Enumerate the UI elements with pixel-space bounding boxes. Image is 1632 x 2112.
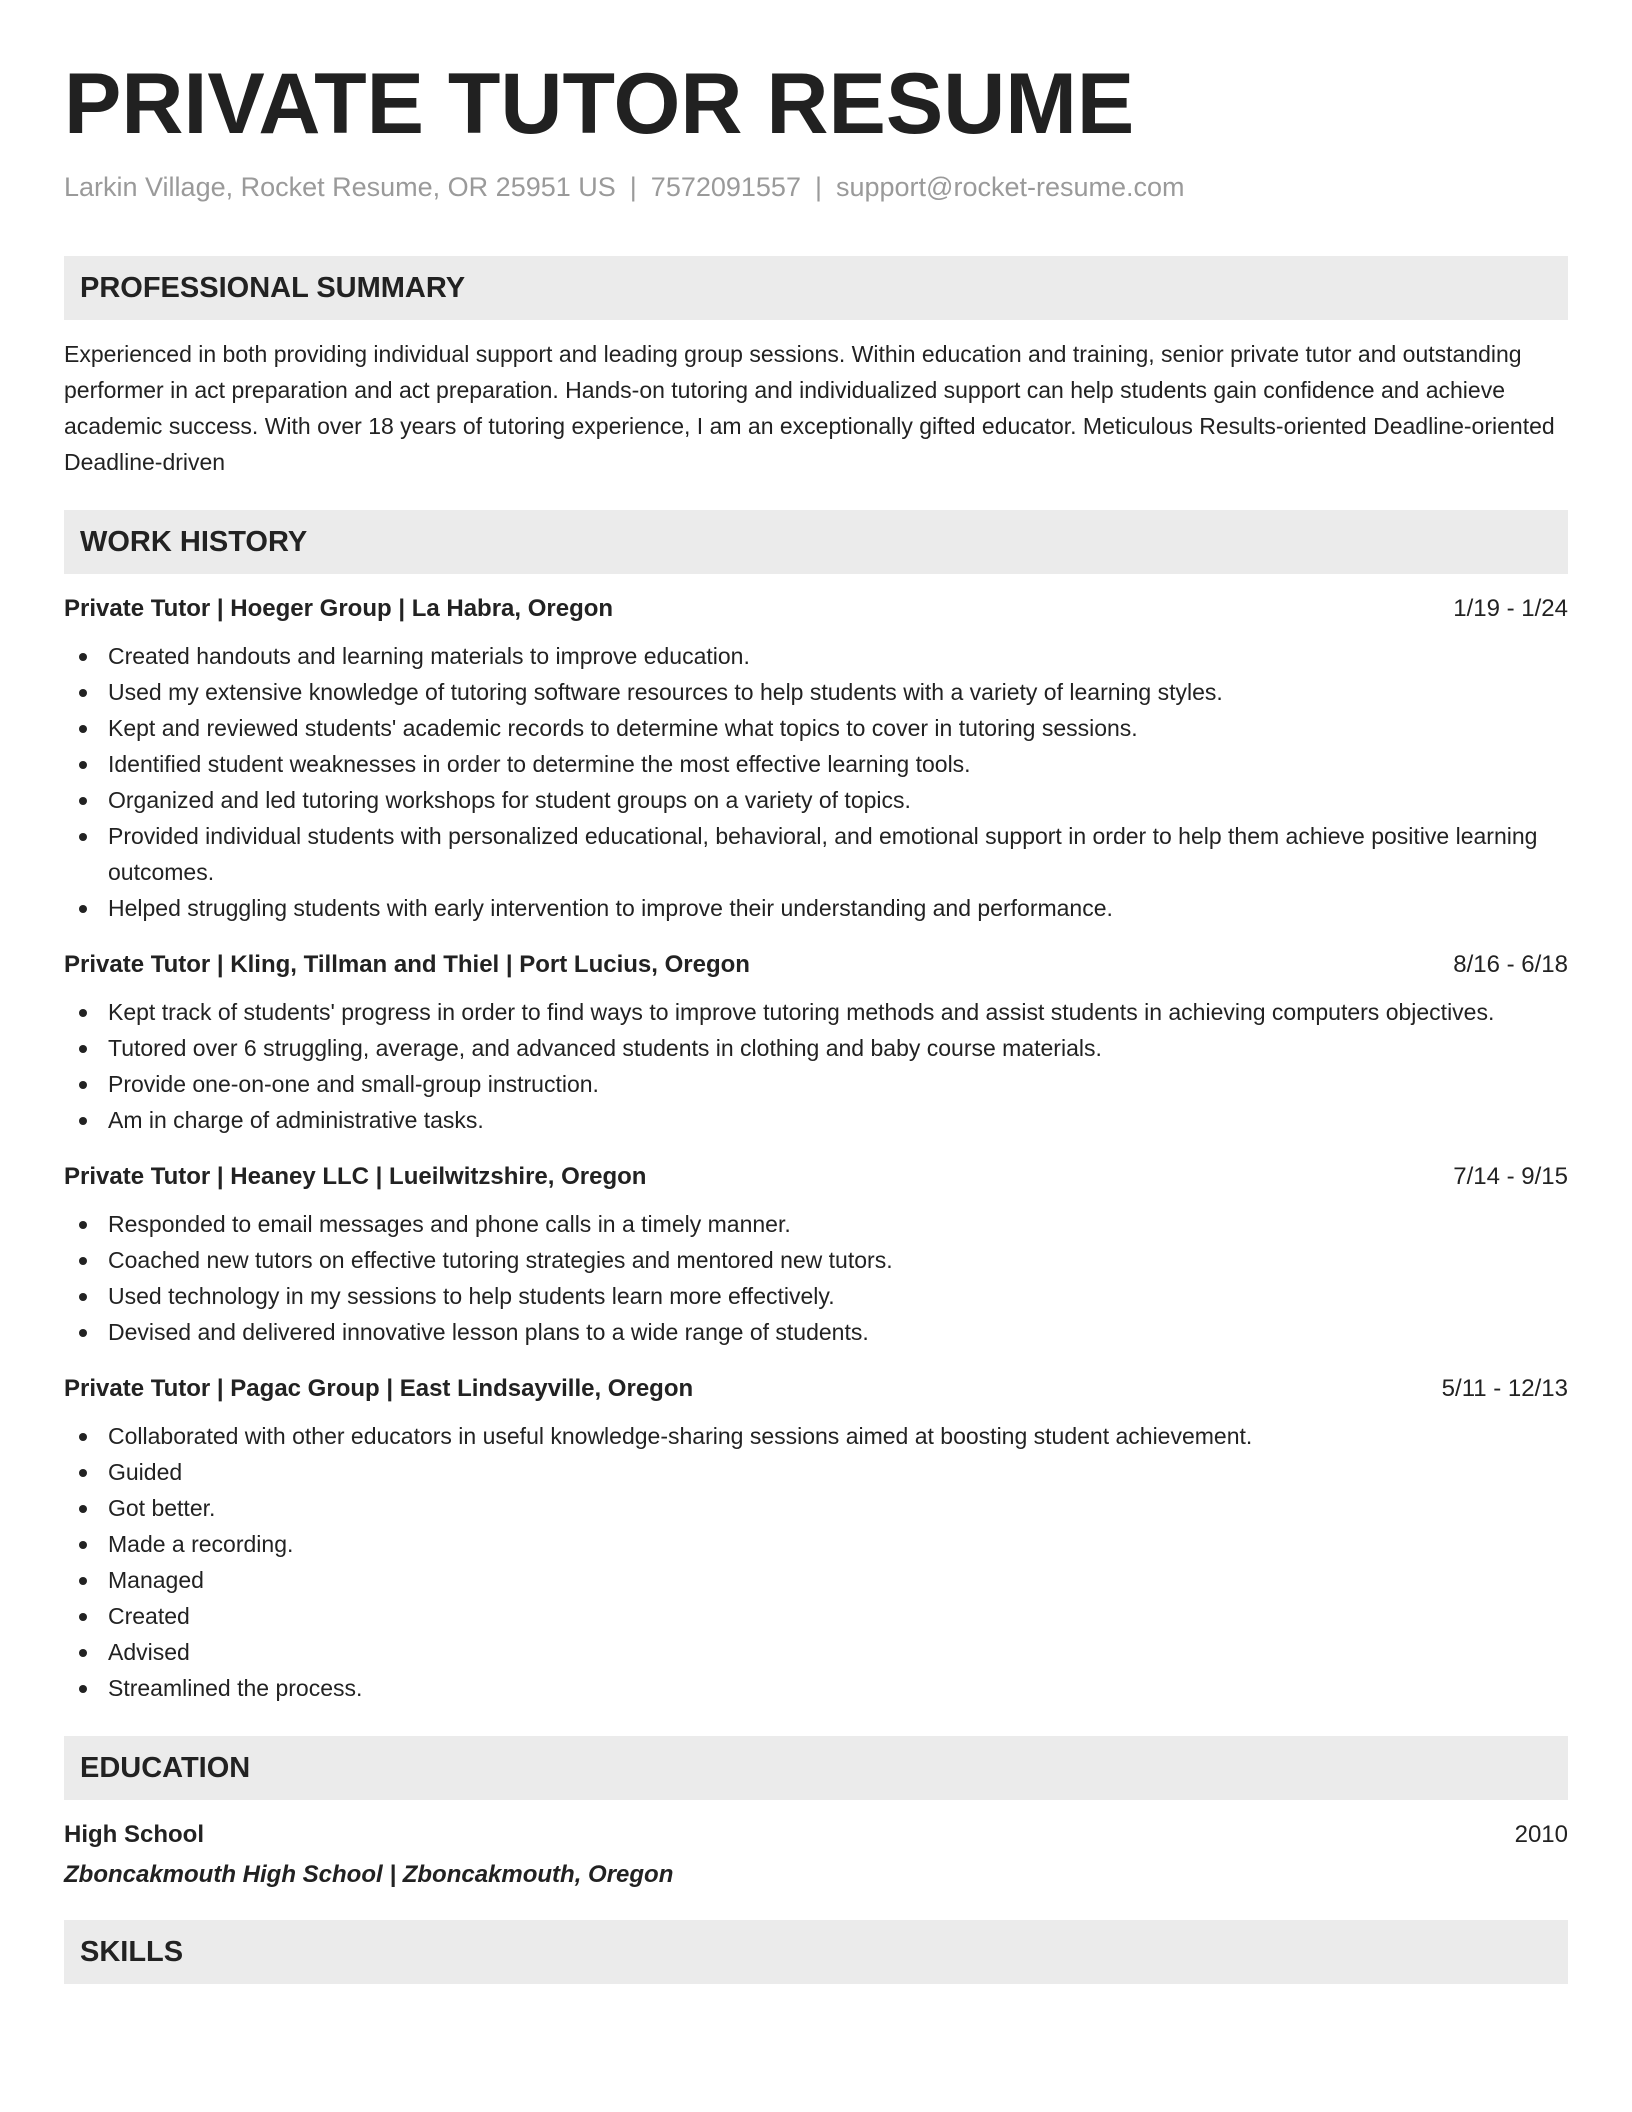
job-bullet	[64, 1562, 1568, 1598]
job-entry	[64, 1372, 1568, 1706]
job-bullet	[64, 746, 1568, 782]
job-entry	[64, 592, 1568, 926]
job-bullet	[64, 1206, 1568, 1242]
job-bullets	[64, 994, 1568, 1138]
job-entry	[64, 948, 1568, 1138]
job-bullets	[64, 638, 1568, 926]
job-bullet	[64, 710, 1568, 746]
job-bullet	[64, 782, 1568, 818]
job-bullet	[64, 1598, 1568, 1634]
bullet-dot	[79, 797, 87, 805]
job-bullet-text: Organized and led tutoring workshops for student groups on a variety of topics.	[108, 787, 911, 813]
bullet-dot	[79, 1221, 87, 1229]
bullet-dot	[79, 1469, 87, 1477]
contact-separator: |	[814, 172, 822, 202]
job-bullet	[64, 1242, 1568, 1278]
job-bullet	[64, 1102, 1568, 1138]
job-bullet	[64, 1418, 1568, 1454]
bullet-dot	[79, 689, 87, 697]
job-bullet	[64, 1066, 1568, 1102]
bullet-dot	[79, 1117, 87, 1125]
bullet-dot	[79, 1649, 87, 1657]
bullet-dot	[79, 1541, 87, 1549]
job-bullet	[64, 1454, 1568, 1490]
resume-page	[64, 0, 1568, 1984]
section-heading-summary: PROFESSIONAL SUMMARY	[64, 256, 1568, 320]
resume-title: PRIVATE TUTOR RESUME	[64, 56, 1135, 152]
contact-address: Larkin Village, Rocket Resume, OR 25951 US	[64, 172, 616, 202]
job-bullet	[64, 1526, 1568, 1562]
education-year: 2010	[1514, 1821, 1568, 1848]
job-dates: 8/16 - 6/18	[1453, 951, 1568, 978]
job-dates: 7/14 - 9/15	[1453, 1163, 1568, 1190]
bullet-dot	[79, 1329, 87, 1337]
job-bullet-text: Tutored over 6 struggling, average, and advanced students in clothing and baby course materials.	[108, 1035, 1102, 1061]
job-bullet	[64, 1634, 1568, 1670]
job-bullet	[64, 1670, 1568, 1706]
job-bullet	[64, 818, 1568, 890]
job-entry	[64, 1160, 1568, 1350]
job-bullet-text: Streamlined the process.	[108, 1675, 363, 1701]
job-bullets	[64, 1418, 1568, 1706]
education-entry	[64, 1818, 1568, 1892]
bullet-dot	[79, 1293, 87, 1301]
job-bullet-text: Kept track of students' progress in order to find ways to improve tutoring methods and assist students in achieving computers objectives.	[108, 999, 1495, 1025]
job-bullets	[64, 1206, 1568, 1350]
bullet-dot	[79, 761, 87, 769]
job-bullet-text: Created handouts and learning materials to improve education.	[108, 643, 750, 669]
education-degree: High School	[64, 1821, 204, 1848]
bullet-dot	[79, 1433, 87, 1441]
job-bullet-text: Used my extensive knowledge of tutoring software resources to help students with a variety of learning styles.	[108, 679, 1223, 705]
bullet-dot	[79, 653, 87, 661]
job-bullet-text: Got better.	[108, 1495, 216, 1521]
job-header	[64, 1160, 1568, 1194]
education-school: Zboncakmouth High School | Zboncakmouth, Oregon	[64, 1861, 674, 1888]
bullet-dot	[79, 905, 87, 913]
job-header	[64, 1372, 1568, 1406]
job-title: Private Tutor | Pagac Group | East Lindsayville, Oregon	[64, 1375, 694, 1402]
job-bullet-text: Advised	[108, 1639, 190, 1665]
job-bullet-text: Made a recording.	[108, 1531, 294, 1557]
job-bullet-text: Am in charge of administrative tasks.	[108, 1107, 484, 1133]
job-bullet-text: Devised and delivered innovative lesson plans to a wide range of students.	[108, 1319, 869, 1345]
job-dates: 1/19 - 1/24	[1453, 595, 1568, 622]
job-bullet	[64, 890, 1568, 926]
job-bullet-text: Kept and reviewed students' academic records to determine what topics to cover in tutoring sessions.	[108, 715, 1138, 741]
job-bullet	[64, 638, 1568, 674]
job-bullet-text: Managed	[108, 1567, 204, 1593]
job-title: Private Tutor | Heaney LLC | Lueilwitzshire, Oregon	[64, 1163, 647, 1190]
job-bullet	[64, 1030, 1568, 1066]
job-bullet-text: Collaborated with other educators in useful knowledge-sharing sessions aimed at boosting student achievement.	[108, 1423, 1253, 1449]
job-bullet-text: Guided	[108, 1459, 183, 1485]
job-bullet-text: Used technology in my sessions to help students learn more effectively.	[108, 1283, 835, 1309]
job-bullet-text: Provided individual students with personalized educational, behavioral, and emotional support in order to help them achieve positive learning outcomes.	[108, 823, 1538, 885]
contact-separator: |	[629, 172, 637, 202]
job-title: Private Tutor | Kling, Tillman and Thiel | Port Lucius, Oregon	[64, 951, 750, 978]
bullet-dot	[79, 1577, 87, 1585]
job-bullet	[64, 1314, 1568, 1350]
job-bullet-text: Provide one-on-one and small-group instruction.	[108, 1071, 599, 1097]
job-bullet	[64, 1490, 1568, 1526]
bullet-dot	[79, 1009, 87, 1017]
job-bullet-text: Identified student weaknesses in order to determine the most effective learning tools.	[108, 751, 971, 777]
bullet-dot	[79, 1045, 87, 1053]
job-title: Private Tutor | Hoeger Group | La Habra, Oregon	[64, 595, 614, 622]
contact-email: support@rocket-resume.com	[835, 172, 1185, 202]
bullet-dot	[79, 1081, 87, 1089]
education-header	[64, 1818, 1568, 1852]
bullet-dot	[79, 1257, 87, 1265]
job-header	[64, 948, 1568, 982]
job-header	[64, 592, 1568, 626]
job-dates: 5/11 - 12/13	[1441, 1375, 1568, 1402]
job-bullet-text: Responded to email messages and phone calls in a timely manner.	[108, 1211, 791, 1237]
bullet-dot	[79, 833, 87, 841]
contact-line	[64, 168, 1568, 206]
bullet-dot	[79, 725, 87, 733]
job-bullet-text: Created	[108, 1603, 190, 1629]
job-bullet	[64, 994, 1568, 1030]
bullet-dot	[79, 1505, 87, 1513]
job-bullet-text: Helped struggling students with early intervention to improve their understanding and performance.	[108, 895, 1113, 921]
section-heading-skills: SKILLS	[64, 1920, 1568, 1984]
section-heading-work-history: WORK HISTORY	[64, 510, 1568, 574]
job-bullet-text: Coached new tutors on effective tutoring strategies and mentored new tutors.	[108, 1247, 893, 1273]
job-bullet	[64, 1278, 1568, 1314]
summary-text: Experienced in both providing individual support and leading group sessions. Within education and training, senior private tutor and outstanding performer in act preparation and act preparation. Hands-on tutoring and individualized support can help students gain confidence and achieve academic success. With over 18 years of tutoring experience, I am an exceptionally gifted educator. Meticulous Results-oriented Deadline-oriented Deadline-driven	[64, 341, 1555, 475]
bullet-dot	[79, 1613, 87, 1621]
job-bullet	[64, 674, 1568, 710]
contact-phone: 7572091557	[650, 172, 801, 202]
bullet-dot	[79, 1685, 87, 1693]
section-heading-education: EDUCATION	[64, 1736, 1568, 1800]
